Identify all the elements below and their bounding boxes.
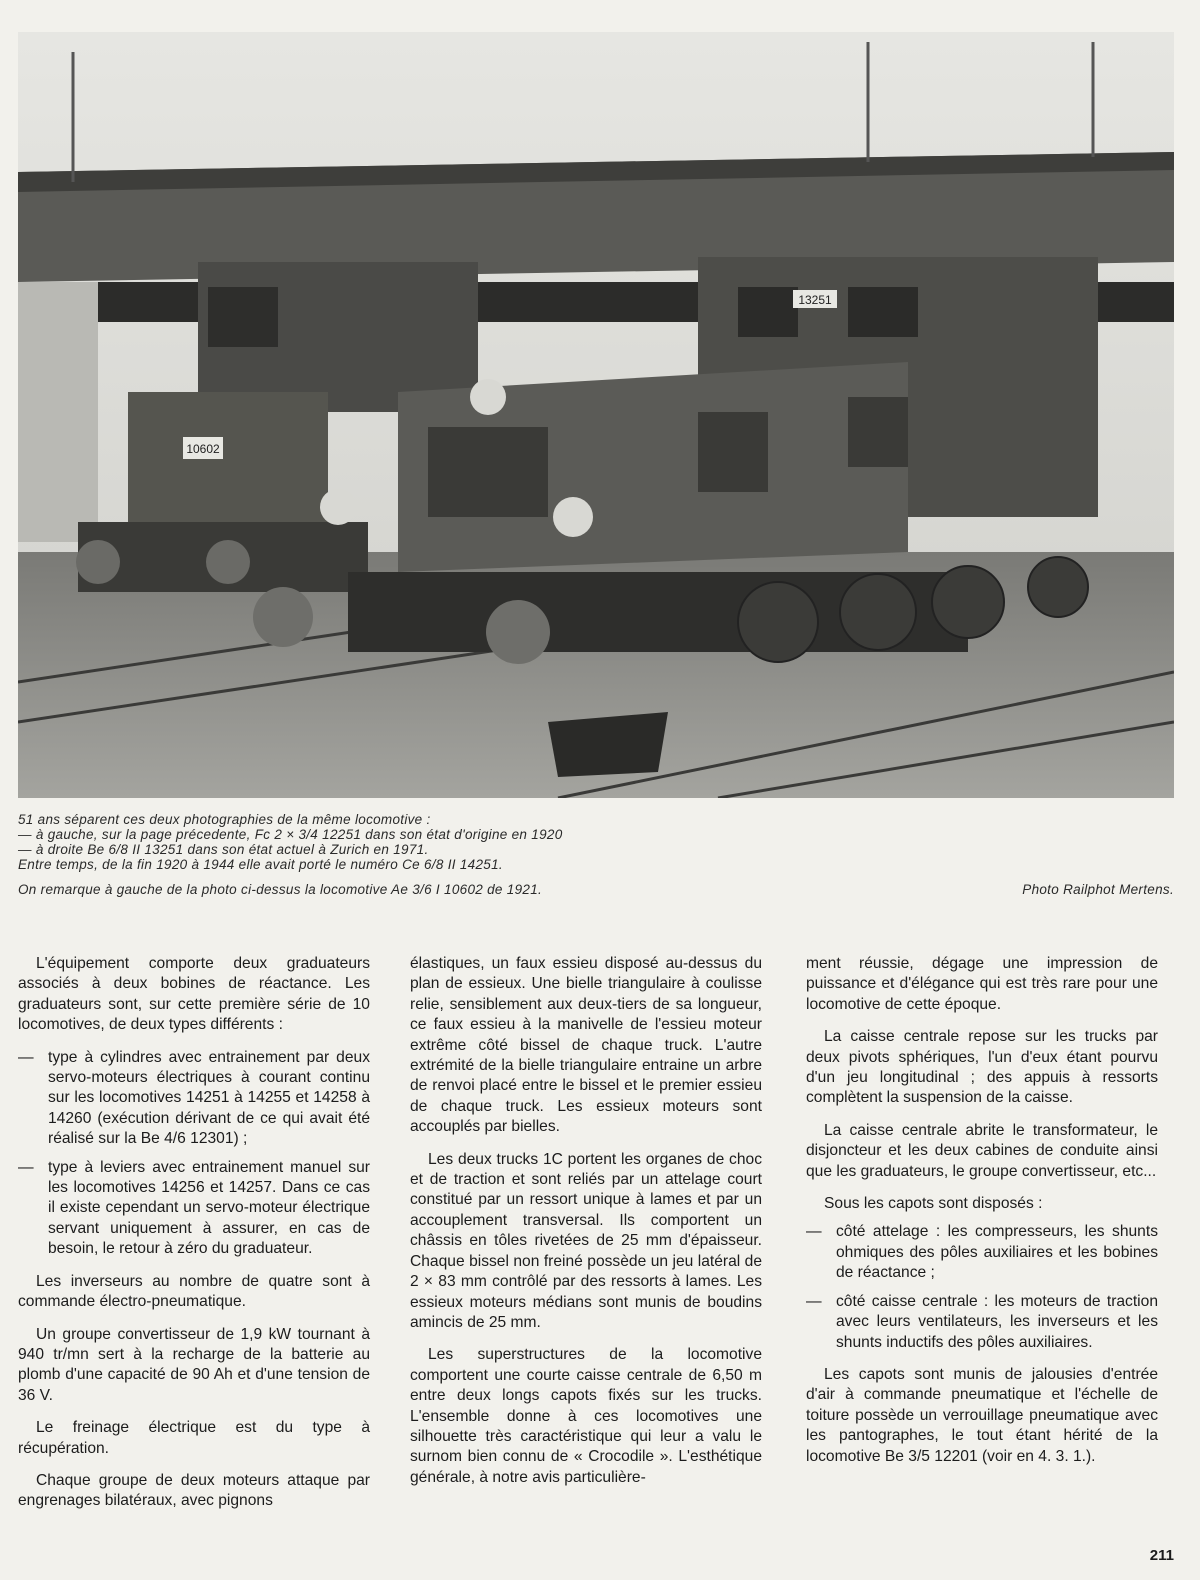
caption-line-2: — à gauche, sur la page précedente, Fc 2 × 3/4 12251 dans son état d'origine en 1920 [18, 827, 563, 842]
paragraph: Les superstructures de la locomotive comportent une courte caisse centrale de 6,50 m entre deux longs capots fixés sur les trucks. L'ensemble donne à ces locomotives une silhouette très caractéristique qui leur a valu le surnom bien connu de « Crocodile ». L'esthétique générale, à notre avis particulière- [410, 1346, 762, 1486]
text-column-1 [18, 954, 370, 1524]
list-item [18, 1048, 370, 1150]
caption-footer [18, 882, 1174, 897]
paragraph: La caisse centrale abrite le transformateur, le disjoncteur et les deux cabines de conduite ainsi que les graduateurs, le groupe convertisseur, etc... [806, 1121, 1158, 1180]
paragraph: Le freinage électrique est du type à récupération. [18, 1419, 370, 1457]
dash-marker: — [806, 1223, 822, 1241]
list-item-text: côté attelage : les compresseurs, les shunts ohmiques des pôles auxiliaires et les bobines de réactance ; [836, 1223, 1158, 1282]
paragraph: ment réussie, dégage une impression de puissance et d'élégance qui est très rare pour une locomotive de cette époque. [806, 955, 1158, 1013]
photo-credit: Photo Railphot Mertens. [1022, 882, 1174, 897]
paragraph: La caisse centrale repose sur les trucks par deux pivots sphériques, l'un d'eux étant pourvu d'un jeu longitudinal ; des appuis à ressorts complètent la suspension de la caisse. [806, 1028, 1158, 1107]
list-item-text: côté caisse centrale : les moteurs de traction avec leurs ventilateurs, les inverseurs et les shunts inductifs des pôles auxiliaires. [836, 1292, 1158, 1351]
paragraph: Les deux trucks 1C portent les organes de choc et de traction et sont reliés par un attelage court constitué par un ressort unique à lames et par un accouplement transversal. Ils comportent un châssis en tôles rivetées de 25 mm d'épaisseur. Chaque bissel non freiné possède un jeu latéral de 2 × 83 mm contrôlé par des ressorts à lames. Les essieux moteurs médians sont munis de boudins amincis de 25 mm. [410, 1150, 762, 1331]
caption-line-1: 51 ans séparent ces deux photographies de la même locomotive : [18, 812, 431, 827]
dash-marker: — [18, 1158, 34, 1176]
list-item [806, 1222, 1158, 1283]
list-item-text: type à leviers avec entrainement manuel sur les locomotives 14256 et 14257. Dans ce cas il existe cependant un servo-moteur électrique servant uniquement à assurer, en cas de besoin, le retour à zéro du graduateur. [48, 1158, 370, 1258]
left-loco-number: 10602 [186, 442, 220, 456]
paragraph: élastiques, un faux essieu disposé au-dessus du plan de essieux. Une bielle triangulaire à coulisse relie, sensiblement aux deux-tiers de sa longueur, ce faux essieu à la manivelle de l'essieu moteur extrême côté bissel de chaque truck. L'autre extrémité de la bielle triangulaire entraine un arbre de renvoi placé entre le bissel et le premier essieu de chaque truck. Les essieux moteurs sont accouplés par bielles. [410, 955, 762, 1136]
list-item-text: type à cylindres avec entrainement par deux servo-moteurs électriques à courant continu sur les locomotives 14251 à 14255 et 14258 à 14260 (exécution dérivant de ce qui avait été réalisé sur la Be 4/6 12301) ; [48, 1048, 370, 1148]
caption-line-3: — à droite Be 6/8 II 13251 dans son état actuel à Zurich en 1971. [18, 842, 429, 857]
dash-marker: — [806, 1292, 822, 1310]
list-item [18, 1158, 370, 1260]
locomotive-photo-drawing [18, 32, 1174, 798]
paragraph: Les capots sont munis de jalousies d'entrée d'air à commande pneumatique et l'échelle de toiture possède un verrouillage pneumatique avec les pantographes, le tout étant hérité de la locomotive Be 3/5 12201 (voir en 4. 3. 1.). [806, 1365, 1158, 1465]
paragraph: Chaque groupe de deux moteurs attaque par engrenages bilatéraux, avec pignons [18, 1471, 370, 1510]
paragraph: Sous les capots sont disposés : [824, 1195, 1043, 1213]
text-column-2 [410, 954, 762, 1500]
locomotive-photo [18, 32, 1174, 798]
text-column-3 [806, 954, 1158, 1479]
list-item [806, 1292, 1158, 1353]
dash-marker: — [18, 1048, 34, 1066]
photo-caption [18, 812, 1174, 897]
paragraph: Les inverseurs au nombre de quatre sont à commande électro-pneumatique. [18, 1272, 370, 1311]
paragraph: Un groupe convertisseur de 1,9 kW tournant à 940 tr/mn sert à la recharge de la batterie au plomb d'une capacité de 90 Ah et d'une tension de 36 V. [18, 1325, 370, 1404]
paragraph: L'équipement comporte deux graduateurs associés à deux bobines de réactance. Les graduateurs sont, sur cette première série de 10 locomotives, de deux types différents : [18, 955, 370, 1034]
caption-line-4: Entre temps, de la fin 1920 à 1944 elle avait porté le numéro Ce 6/8 II 14251. [18, 857, 503, 872]
right-loco-number: 13251 [798, 293, 832, 307]
page-number: 211 [1149, 1547, 1174, 1564]
caption-line-5: On remarque à gauche de la photo ci-dessus la locomotive Ae 3/6 I 10602 de 1921. [18, 882, 543, 897]
